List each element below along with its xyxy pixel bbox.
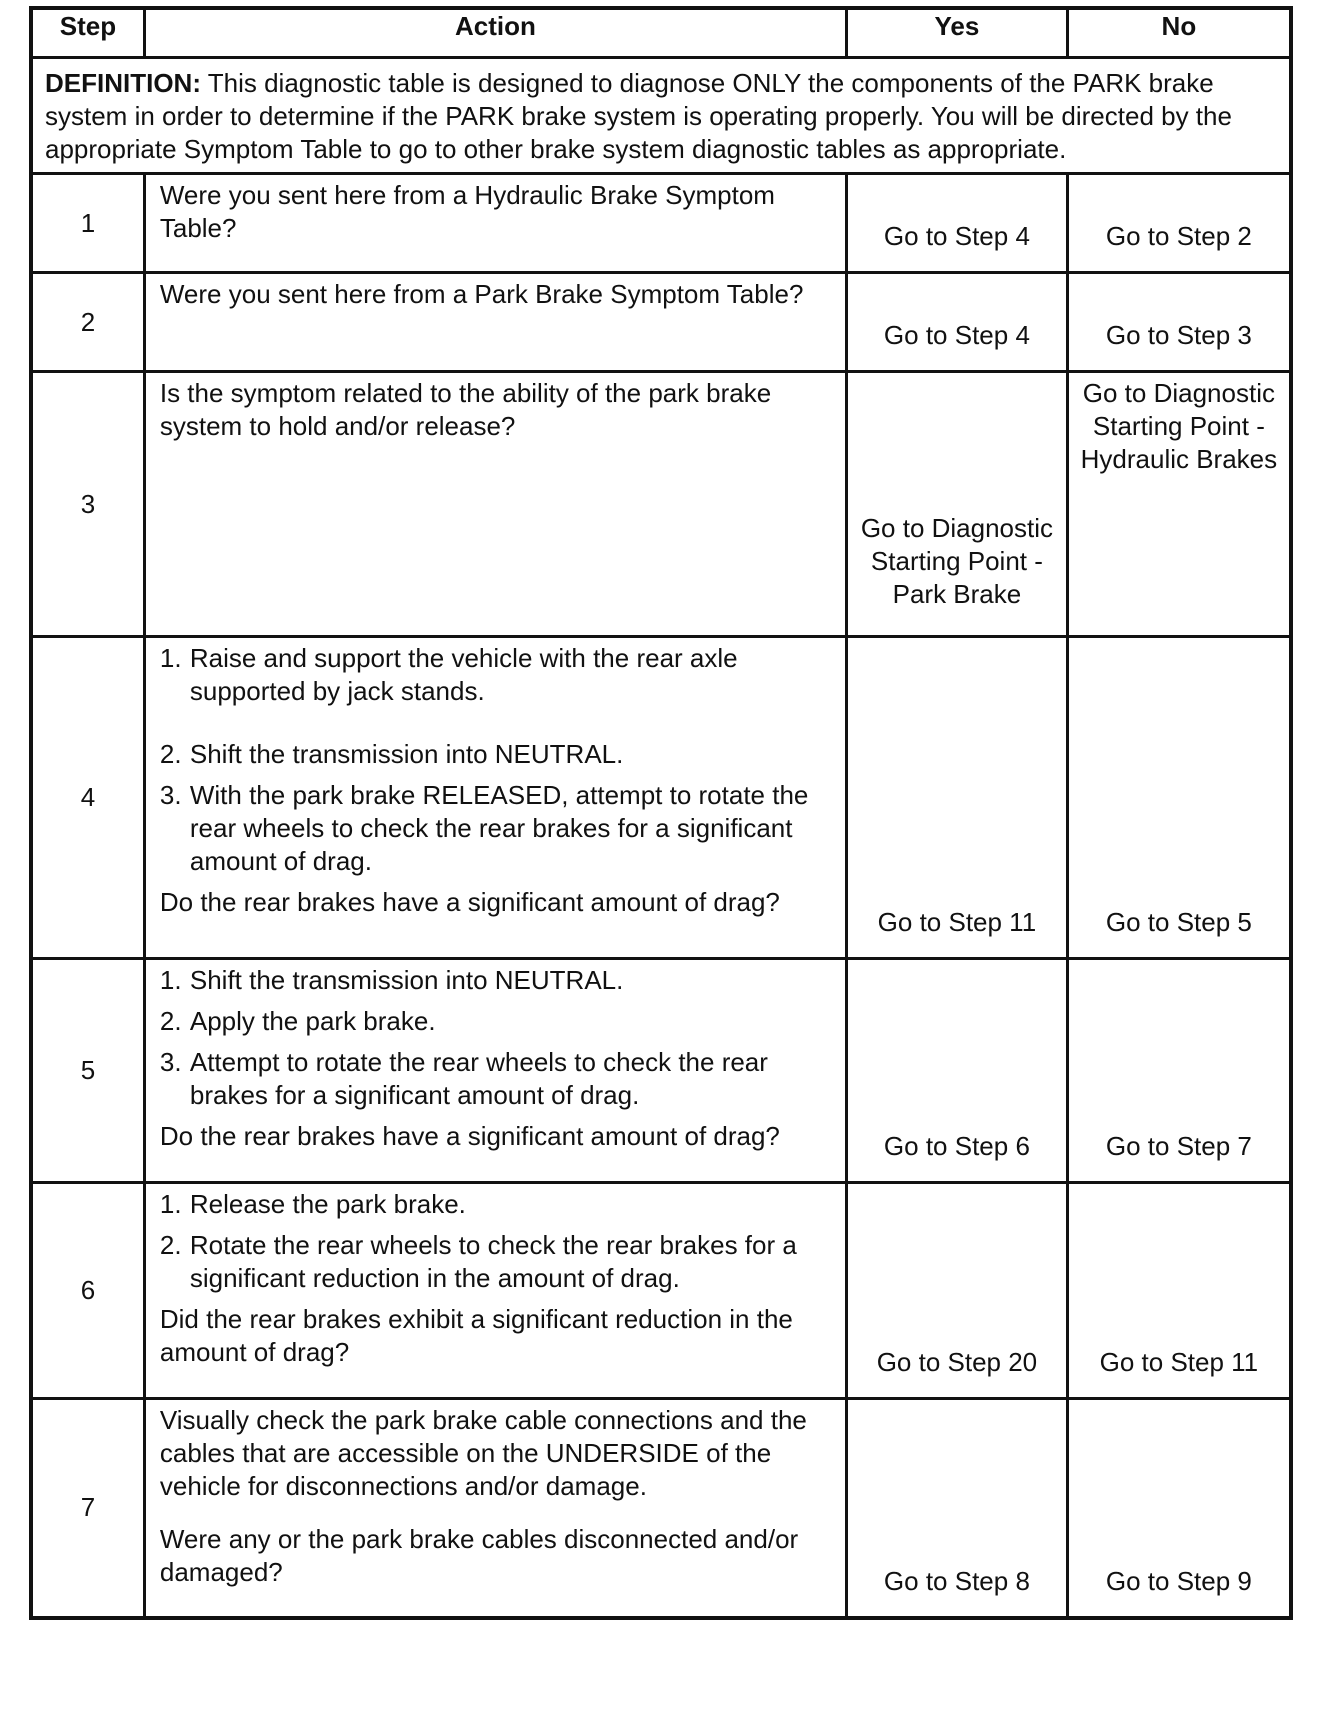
no-answer: Go to Step 11 [1067,1183,1291,1399]
list-item: 3. With the park brake RELEASED, attempt to rotate the rear wheels to check the rear brakes for a significant amount of drag. [159,780,809,876]
no-answer: Go to Step 9 [1067,1399,1291,1618]
list-item: 3. Attempt to rotate the rear wheels to check the rear brakes for a significant amount of drag. [159,1047,768,1110]
header-action: Action [144,8,846,58]
yes-answer: Go to Step 8 [847,1399,1068,1618]
list-item: 2. Apply the park brake. [159,1006,436,1036]
action-question: Did the rear brakes exhibit a significant reduction in the amount of drag? [159,1304,793,1367]
table-row [31,372,1291,637]
diagnostic-table [29,6,1293,1620]
no-answer: Go to Step 7 [1067,959,1291,1183]
definition-text: This diagnostic table is designed to diagnose ONLY the components of the PARK brake system in order to determine if the PARK brake system is operating properly. You will be directed by the appropriate Symptom Table to go to other brake system diagnostic tables as appropriate. [45,68,1232,164]
yes-answer: Go to Step 4 [847,174,1068,273]
list-item: 1. Raise and support the vehicle with the rear axle supported by jack stands. [159,643,738,706]
action-cell [144,1183,846,1399]
step-number: 2 [31,273,144,372]
header-step: Step [31,8,144,58]
header-yes: Yes [847,8,1068,58]
definition-cell [31,58,1291,174]
step-number: 4 [31,637,144,959]
step-number: 5 [31,959,144,1183]
table-row [31,174,1291,273]
no-answer: Go to Step 5 [1067,637,1291,959]
no-answer: Go to Step 2 [1067,174,1291,273]
no-answer: Go to Step 3 [1067,273,1291,372]
yes-answer: Go to Diagnostic Starting Point - Park Brake [847,372,1068,637]
list-item: 2. Shift the transmission into NEUTRAL. [159,739,624,769]
action-cell [144,1399,846,1618]
list-item: 1. Shift the transmission into NEUTRAL. [159,965,624,995]
header-no: No [1067,8,1291,58]
step-number: 3 [31,372,144,637]
action-question: Is the symptom related to the ability of the park brake system to hold and/or release? [144,372,846,637]
yes-answer: Go to Step 20 [847,1183,1068,1399]
yes-answer: Go to Step 6 [847,959,1068,1183]
table-row [31,273,1291,372]
action-question: Do the rear brakes have a significant amount of drag? [159,1121,780,1151]
yes-answer: Go to Step 11 [847,637,1068,959]
action-question: Were any or the park brake cables disconnected and/or damaged? [159,1524,799,1587]
table-row [31,637,1291,959]
header-row [31,8,1291,58]
table-row [31,959,1291,1183]
table-row [31,1183,1291,1399]
list-item: 1. Release the park brake. [159,1189,466,1219]
action-instruction: Visually check the park brake cable connections and the cables that are accessible on the UNDERSIDE of the vehicle for disconnections and/or damage. [159,1405,807,1501]
action-cell [144,637,846,959]
list-item: 2. Rotate the rear wheels to check the rear brakes for a significant reduction in the amount of drag. [159,1230,797,1293]
step-number: 7 [31,1399,144,1618]
action-question: Were you sent here from a Park Brake Symptom Table? [144,273,846,372]
action-question: Do the rear brakes have a significant amount of drag? [159,887,780,917]
no-answer: Go to Diagnostic Starting Point - Hydraulic Brakes [1067,372,1291,637]
definition-label: DEFINITION: [45,68,201,98]
step-number: 6 [31,1183,144,1399]
step-number: 1 [31,174,144,273]
action-cell [144,959,846,1183]
definition-row [31,58,1291,174]
table-row [31,1399,1291,1618]
action-question: Were you sent here from a Hydraulic Brake Symptom Table? [144,174,846,273]
yes-answer: Go to Step 4 [847,273,1068,372]
